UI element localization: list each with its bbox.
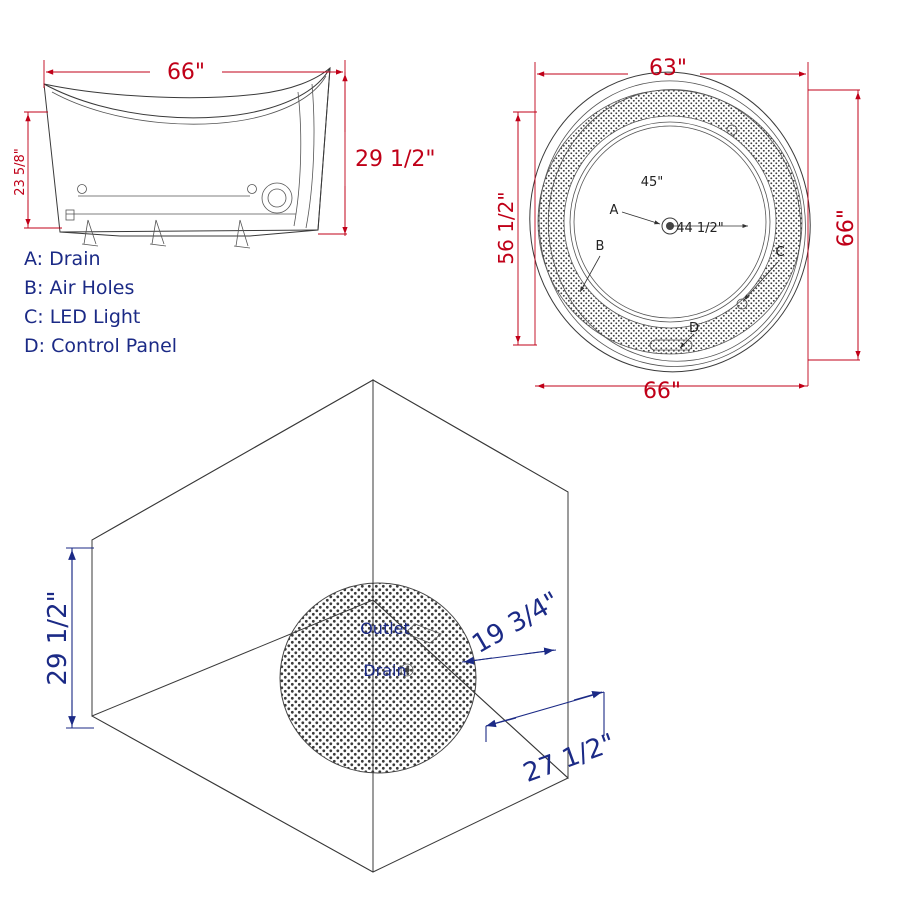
legend-item-control-panel: D: Control Panel [24, 335, 178, 357]
side-interior-depth-dim: 23 5/8" [13, 148, 28, 196]
drain-label: Drain [363, 661, 407, 680]
side-width-dim: 66" [166, 60, 206, 85]
iso-width-dim: 27 1/2" [519, 728, 620, 789]
callout-c: C [775, 245, 785, 260]
callout-b: B [595, 239, 605, 254]
callout-d: D [688, 321, 700, 336]
top-drain-span-dim: 44 1/2" [676, 221, 724, 236]
legend-item-led-light: C: LED Light [24, 306, 141, 328]
top-width-dim: 63" [648, 56, 688, 81]
iso-height-dim: 29 1/2" [43, 590, 73, 686]
top-left-height-dim: 56 1/2" [494, 191, 518, 265]
top-inner-diameter-dim: 45" [640, 175, 664, 190]
legend-item-air-holes: B: Air Holes [24, 277, 135, 299]
outlet-label: Outlet [360, 619, 410, 638]
side-height-dim: 29 1/2" [355, 147, 436, 172]
legend-item-drain: A: Drain [24, 248, 101, 270]
iso-depth-dim: 19 3/4" [467, 586, 565, 660]
callout-a: A [609, 203, 619, 218]
top-right-height-dim: 66" [834, 208, 859, 248]
top-bottom-width-dim: 66" [642, 379, 682, 404]
